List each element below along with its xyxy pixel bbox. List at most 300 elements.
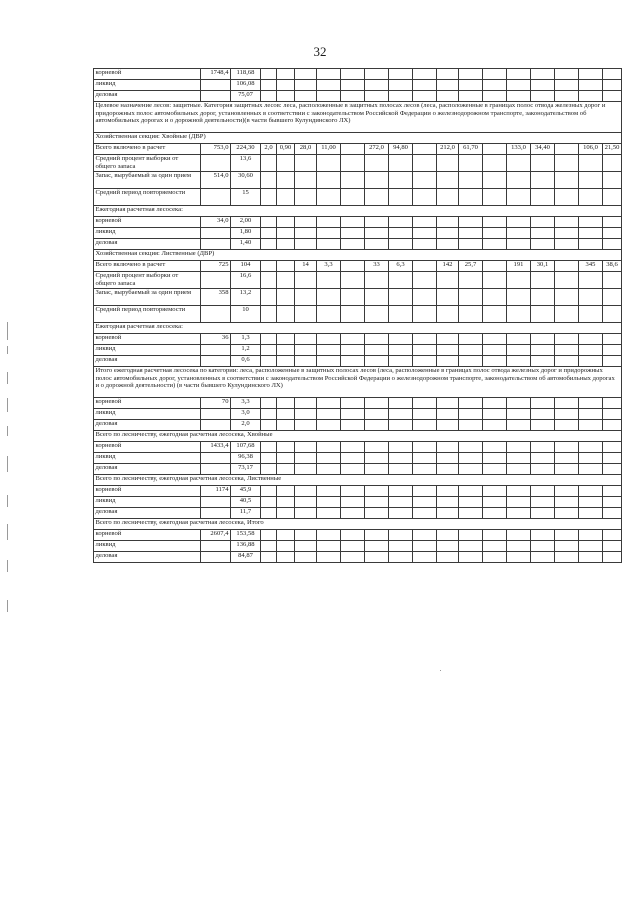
cell-value [555, 172, 579, 189]
cell-value [507, 398, 531, 409]
row-label: деловая [94, 239, 201, 250]
cell-value [507, 409, 531, 420]
row-area-value [201, 497, 231, 508]
cell-value [555, 80, 579, 91]
cell-value [365, 80, 389, 91]
section-title: Всего по лесничеству, ежегодная расчетная лесосека, Лиственные [94, 475, 622, 486]
row-area-value: 1433,4 [201, 442, 231, 453]
cell-value [277, 261, 295, 272]
cell-value [261, 420, 277, 431]
cell-value [365, 497, 389, 508]
row-label: Средний период повторяемости [94, 306, 201, 323]
row-volume-value: 0,6 [231, 356, 261, 367]
cell-value [295, 228, 317, 239]
cell-value [295, 442, 317, 453]
cell-value [531, 239, 555, 250]
cell-value [365, 453, 389, 464]
cell-value [317, 464, 341, 475]
cell-value [277, 69, 295, 80]
row-volume-value: 224,30 [231, 144, 261, 155]
cell-value [555, 261, 579, 272]
cell-value [389, 272, 413, 289]
page-number: 32 [313, 44, 327, 59]
row-volume-value: 11,7 [231, 508, 261, 519]
cell-value [277, 442, 295, 453]
row-area-value [201, 91, 231, 102]
cell-value [277, 91, 295, 102]
cell-value [389, 239, 413, 250]
cell-value: 38,6 [603, 261, 622, 272]
cell-value [341, 261, 365, 272]
cell-value [483, 217, 507, 228]
cell-value [579, 530, 603, 541]
cell-value [295, 409, 317, 420]
row-label: деловая [94, 356, 201, 367]
cell-value [413, 356, 437, 367]
cell-value [277, 172, 295, 189]
cell-value [555, 239, 579, 250]
cell-value [389, 464, 413, 475]
cell-value [295, 541, 317, 552]
cell-value: 28,0 [295, 144, 317, 155]
cell-value [483, 486, 507, 497]
cell-value [295, 217, 317, 228]
cell-value [365, 398, 389, 409]
cell-value [531, 69, 555, 80]
cell-value [317, 497, 341, 508]
cell-value [507, 91, 531, 102]
cell-value [437, 334, 459, 345]
cell-value [341, 409, 365, 420]
table-row [94, 172, 622, 189]
cell-value [579, 272, 603, 289]
cell-value [579, 345, 603, 356]
cell-value: 3,3 [317, 261, 341, 272]
cell-value [603, 172, 622, 189]
cell-value [341, 80, 365, 91]
cell-value [317, 453, 341, 464]
cell-value [341, 541, 365, 552]
table-row [94, 217, 622, 228]
cell-value [437, 464, 459, 475]
cell-value [341, 172, 365, 189]
cell-value [317, 486, 341, 497]
cell-value [459, 464, 483, 475]
row-area-value [201, 345, 231, 356]
table-row [94, 228, 622, 239]
cell-value [555, 228, 579, 239]
cell-value [531, 453, 555, 464]
cell-value [295, 497, 317, 508]
cell-value [365, 289, 389, 306]
cell-value [579, 155, 603, 172]
cell-value: 6,3 [389, 261, 413, 272]
row-volume-value: 106,08 [231, 80, 261, 91]
cell-value [579, 239, 603, 250]
cell-value [555, 552, 579, 563]
cell-value: 11,00 [317, 144, 341, 155]
cell-value [555, 189, 579, 206]
scan-dot [440, 670, 441, 671]
cell-value [603, 486, 622, 497]
cell-value [579, 189, 603, 206]
cell-value: 212,0 [437, 144, 459, 155]
cell-value [341, 228, 365, 239]
cell-value [317, 228, 341, 239]
cell-value [483, 239, 507, 250]
table-row [94, 289, 622, 306]
row-area-value [201, 189, 231, 206]
cell-value [413, 272, 437, 289]
cell-value [459, 80, 483, 91]
cell-value [365, 345, 389, 356]
table-row [94, 334, 622, 345]
cell-value [413, 486, 437, 497]
cell-value: 133,0 [507, 144, 531, 155]
cell-value [555, 272, 579, 289]
row-label: корневой [94, 530, 201, 541]
section-title: Хозяйственная секция: Лиственные (ДВР) [94, 250, 622, 261]
row-label: корневой [94, 334, 201, 345]
cell-value [579, 356, 603, 367]
cell-value [531, 155, 555, 172]
scan-mark [7, 426, 8, 436]
cell-value [483, 69, 507, 80]
cell-value [413, 69, 437, 80]
cell-value [413, 345, 437, 356]
cell-value [459, 398, 483, 409]
cell-value [317, 345, 341, 356]
cell-value [531, 228, 555, 239]
cell-value [459, 289, 483, 306]
cell-value [555, 541, 579, 552]
cell-value [365, 442, 389, 453]
row-label: ликвид [94, 80, 201, 91]
cell-value [295, 80, 317, 91]
row-volume-value: 30,60 [231, 172, 261, 189]
cell-value [603, 239, 622, 250]
cell-value [507, 552, 531, 563]
cell-value: 21,50 [603, 144, 622, 155]
section-row [94, 102, 622, 133]
cell-value [437, 189, 459, 206]
cell-value [295, 172, 317, 189]
cell-value [261, 239, 277, 250]
cell-value [389, 306, 413, 323]
row-area-value: 34,0 [201, 217, 231, 228]
cell-value [389, 80, 413, 91]
cell-value [295, 453, 317, 464]
cell-value [277, 272, 295, 289]
cell-value [437, 356, 459, 367]
cell-value [413, 306, 437, 323]
table-row [94, 69, 622, 80]
cell-value [413, 80, 437, 91]
cell-value: 345 [579, 261, 603, 272]
cell-value [277, 541, 295, 552]
cell-value [261, 530, 277, 541]
cell-value [555, 356, 579, 367]
cell-value [413, 144, 437, 155]
cell-value [317, 239, 341, 250]
cell-value [295, 486, 317, 497]
cell-value: 191 [507, 261, 531, 272]
cell-value [579, 289, 603, 306]
cell-value [459, 409, 483, 420]
cell-value [603, 508, 622, 519]
cell-value [507, 420, 531, 431]
cell-value [579, 398, 603, 409]
row-label: Всего включено в расчет [94, 261, 201, 272]
cell-value [531, 464, 555, 475]
cell-value [317, 552, 341, 563]
cell-value [261, 508, 277, 519]
cell-value: 14 [295, 261, 317, 272]
cell-value [459, 453, 483, 464]
cell-value [341, 334, 365, 345]
cell-value [483, 306, 507, 323]
cell-value [459, 172, 483, 189]
cell-value [531, 306, 555, 323]
section-title: Всего по лесничеству, ежегодная расчетная лесосека, Хвойные [94, 431, 622, 442]
cell-value [261, 80, 277, 91]
cell-value [507, 356, 531, 367]
cell-value [317, 530, 341, 541]
cell-value [459, 345, 483, 356]
cell-value [317, 306, 341, 323]
cell-value [413, 464, 437, 475]
cell-value [365, 420, 389, 431]
cell-value [437, 172, 459, 189]
cell-value [531, 530, 555, 541]
cell-value [459, 189, 483, 206]
table-row [94, 497, 622, 508]
table-row [94, 155, 622, 172]
cell-value [555, 398, 579, 409]
cell-value [437, 69, 459, 80]
cell-value [603, 334, 622, 345]
cell-value [341, 453, 365, 464]
cell-value [437, 289, 459, 306]
cell-value [295, 155, 317, 172]
row-area-value [201, 228, 231, 239]
cell-value [413, 334, 437, 345]
cell-value [531, 172, 555, 189]
cell-value [555, 508, 579, 519]
cell-value [603, 464, 622, 475]
cell-value [317, 189, 341, 206]
row-volume-value: 75,07 [231, 91, 261, 102]
cell-value [437, 541, 459, 552]
table-row [94, 239, 622, 250]
cell-value [277, 356, 295, 367]
cell-value [389, 541, 413, 552]
table-row [94, 306, 622, 323]
cell-value [507, 289, 531, 306]
cell-value [365, 356, 389, 367]
table-row [94, 486, 622, 497]
cell-value [507, 497, 531, 508]
table-row [94, 409, 622, 420]
cell-value [437, 345, 459, 356]
cell-value [295, 306, 317, 323]
cell-value [507, 541, 531, 552]
cell-value [341, 272, 365, 289]
cell-value [341, 530, 365, 541]
cell-value [483, 497, 507, 508]
cell-value [277, 345, 295, 356]
cell-value [365, 272, 389, 289]
cell-value [261, 289, 277, 306]
row-volume-value: 2,0 [231, 420, 261, 431]
forest-data-table [93, 68, 622, 563]
cell-value [261, 172, 277, 189]
cell-value [413, 409, 437, 420]
cell-value: 106,0 [579, 144, 603, 155]
cell-value [555, 289, 579, 306]
row-label: деловая [94, 464, 201, 475]
scan-mark [7, 524, 8, 540]
cell-value [341, 69, 365, 80]
row-area-value: 514,0 [201, 172, 231, 189]
row-area-value: 358 [201, 289, 231, 306]
cell-value [507, 442, 531, 453]
cell-value [507, 189, 531, 206]
cell-value [389, 228, 413, 239]
table-row [94, 442, 622, 453]
cell-value [531, 486, 555, 497]
cell-value [341, 356, 365, 367]
table-row [94, 552, 622, 563]
cell-value [603, 552, 622, 563]
cell-value [277, 306, 295, 323]
section-row [94, 206, 622, 217]
cell-value [531, 409, 555, 420]
cell-value [437, 91, 459, 102]
cell-value [603, 80, 622, 91]
cell-value [261, 189, 277, 206]
row-label: Запас, вырубаемый за один прием [94, 289, 201, 306]
cell-value [261, 486, 277, 497]
cell-value [341, 420, 365, 431]
row-volume-value: 1,80 [231, 228, 261, 239]
row-volume-value: 96,38 [231, 453, 261, 464]
cell-value [483, 189, 507, 206]
row-label: корневой [94, 442, 201, 453]
cell-value [261, 442, 277, 453]
cell-value [413, 228, 437, 239]
row-volume-value: 1,3 [231, 334, 261, 345]
cell-value [261, 552, 277, 563]
cell-value [579, 464, 603, 475]
table-row [94, 189, 622, 206]
row-label: ликвид [94, 541, 201, 552]
cell-value [341, 552, 365, 563]
cell-value [531, 189, 555, 206]
cell-value [295, 91, 317, 102]
row-volume-value: 3,0 [231, 409, 261, 420]
row-area-value [201, 239, 231, 250]
scan-mark [7, 322, 8, 340]
cell-value [365, 306, 389, 323]
cell-value [555, 155, 579, 172]
table-row [94, 80, 622, 91]
table-row [94, 530, 622, 541]
cell-value [341, 217, 365, 228]
scan-mark [7, 600, 8, 612]
cell-value [459, 356, 483, 367]
cell-value [437, 420, 459, 431]
cell-value [507, 508, 531, 519]
row-volume-value: 16,6 [231, 272, 261, 289]
cell-value [317, 420, 341, 431]
cell-value: 2,0 [261, 144, 277, 155]
cell-value [555, 306, 579, 323]
cell-value [413, 91, 437, 102]
cell-value [389, 453, 413, 464]
cell-value [579, 541, 603, 552]
cell-value [507, 453, 531, 464]
cell-value [459, 486, 483, 497]
cell-value [459, 272, 483, 289]
cell-value [317, 398, 341, 409]
cell-value [483, 420, 507, 431]
cell-value [295, 420, 317, 431]
cell-value [507, 530, 531, 541]
row-area-value [201, 155, 231, 172]
cell-value [341, 144, 365, 155]
cell-value [483, 530, 507, 541]
cell-value [603, 272, 622, 289]
cell-value [389, 345, 413, 356]
cell-value [459, 442, 483, 453]
cell-value [295, 69, 317, 80]
row-label: деловая [94, 420, 201, 431]
cell-value [555, 530, 579, 541]
row-area-value [201, 420, 231, 431]
cell-value [483, 398, 507, 409]
row-area-value [201, 306, 231, 323]
cell-value [317, 442, 341, 453]
cell-value [507, 239, 531, 250]
cell-value [341, 398, 365, 409]
cell-value [389, 420, 413, 431]
cell-value [277, 453, 295, 464]
cell-value [437, 442, 459, 453]
row-volume-value: 10 [231, 306, 261, 323]
cell-value [413, 541, 437, 552]
cell-value [603, 442, 622, 453]
cell-value [365, 334, 389, 345]
cell-value [261, 409, 277, 420]
cell-value [277, 228, 295, 239]
cell-value [437, 486, 459, 497]
cell-value [483, 453, 507, 464]
cell-value [277, 497, 295, 508]
cell-value [437, 80, 459, 91]
cell-value [261, 345, 277, 356]
row-label: Всего включено в расчет [94, 144, 201, 155]
cell-value: 33 [365, 261, 389, 272]
cell-value [437, 409, 459, 420]
cell-value [295, 334, 317, 345]
cell-value [261, 497, 277, 508]
cell-value [295, 530, 317, 541]
cell-value [579, 442, 603, 453]
cell-value [483, 508, 507, 519]
cell-value [365, 217, 389, 228]
cell-value [277, 155, 295, 172]
